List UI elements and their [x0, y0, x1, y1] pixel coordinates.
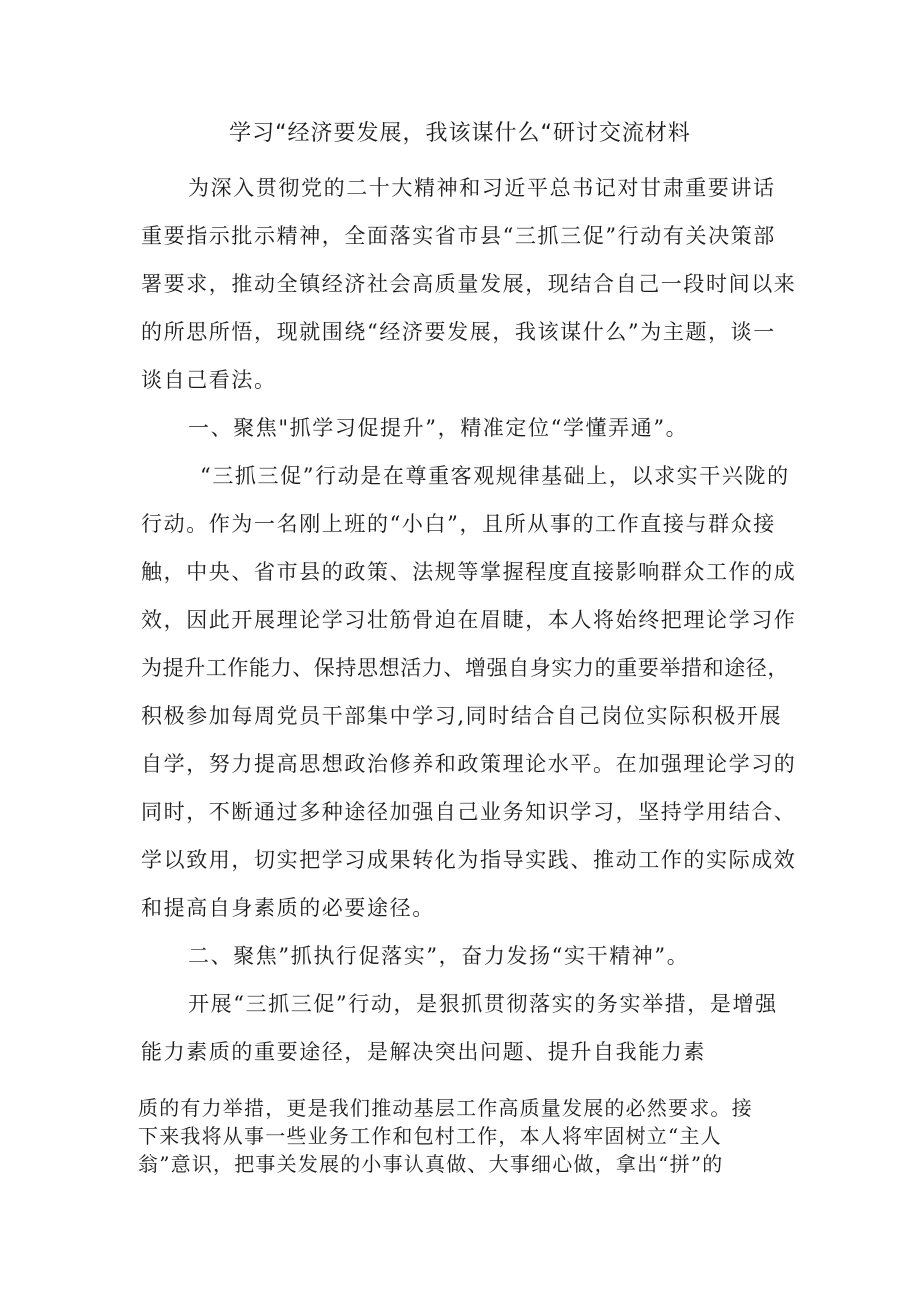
body-line: 积极参加每周党员干部集中学习,同时结合自己岗位实际积极开展 — [141, 704, 783, 728]
body-line: “三抓三促”行动是在尊重客观规律基础上，以求实干兴陇的 — [200, 464, 790, 488]
body-line: 效，因此开展理论学习壮筋骨迫在眉睫，本人将始终把理论学习作 — [141, 608, 797, 632]
body-line: 署要求，推动全镇经济社会高质量发展，现结合自己一段时间以来 — [141, 272, 797, 296]
body-line: 重要指示批示精神，全面落实省市县“三抓三促”行动有关决策部 — [141, 224, 776, 248]
body-line: 触，中央、省市县的政策、法规等掌握程度直接影响群众工作的成 — [141, 560, 797, 584]
body-line: 翁”意识，把事关发展的小事认真做、大事细心做，拿出“拼”的 — [138, 1152, 724, 1176]
body-line: 为深入贯彻党的二十大精神和习近平总书记对甘肃重要讲话 — [188, 176, 776, 200]
body-line: 开展“三抓三促”行动，是狠抓贯彻落实的务实举措，是增强 — [188, 992, 778, 1016]
body-line: 能力素质的重要途径，是解决突出问题、提升自我能力素 — [141, 1040, 706, 1064]
body-line: 自学，努力提高思想政治修养和政策理论水平。在加强理论学习的 — [141, 752, 797, 776]
body-line: 为提升工作能力、保持思想活力、增强自身实力的重要举措和途径， — [141, 656, 789, 680]
body-line: 行动。作为一名刚上班的“小白”，且所从事的工作直接与群众接 — [141, 512, 776, 536]
body-line: 学以致用，切实把学习成果转化为指导实践、推动工作的实际成效 — [141, 848, 797, 872]
body-line: 谈自己看法。 — [141, 368, 277, 392]
body-line: 和提高自身素质的必要途径。 — [141, 896, 435, 920]
document-title: 学习“经济要发展，我该谋什么“研讨交流材料 — [229, 121, 691, 146]
body-line: 质的有力举措，更是我们推动基层工作高质量发展的必然要求。接 — [138, 1096, 753, 1120]
section-heading: 一、聚焦"抓学习促提升”，精准定位“学懂弄通”。 — [188, 416, 689, 440]
body-line: 的所思所悟，现就围绕“经济要发展，我该谋什么”为主题，谈一 — [141, 320, 776, 344]
section-heading: 二、聚焦”抓执行促落实”，奋力发扬“实干精神”。 — [188, 944, 690, 968]
body-line: 下来我将从事一些业务工作和包村工作，本人将牢固树立“主人 — [138, 1124, 722, 1148]
body-line: 同时，不断通过多种途径加强自己业务知识学习，坚持学用结合、 — [141, 800, 797, 824]
